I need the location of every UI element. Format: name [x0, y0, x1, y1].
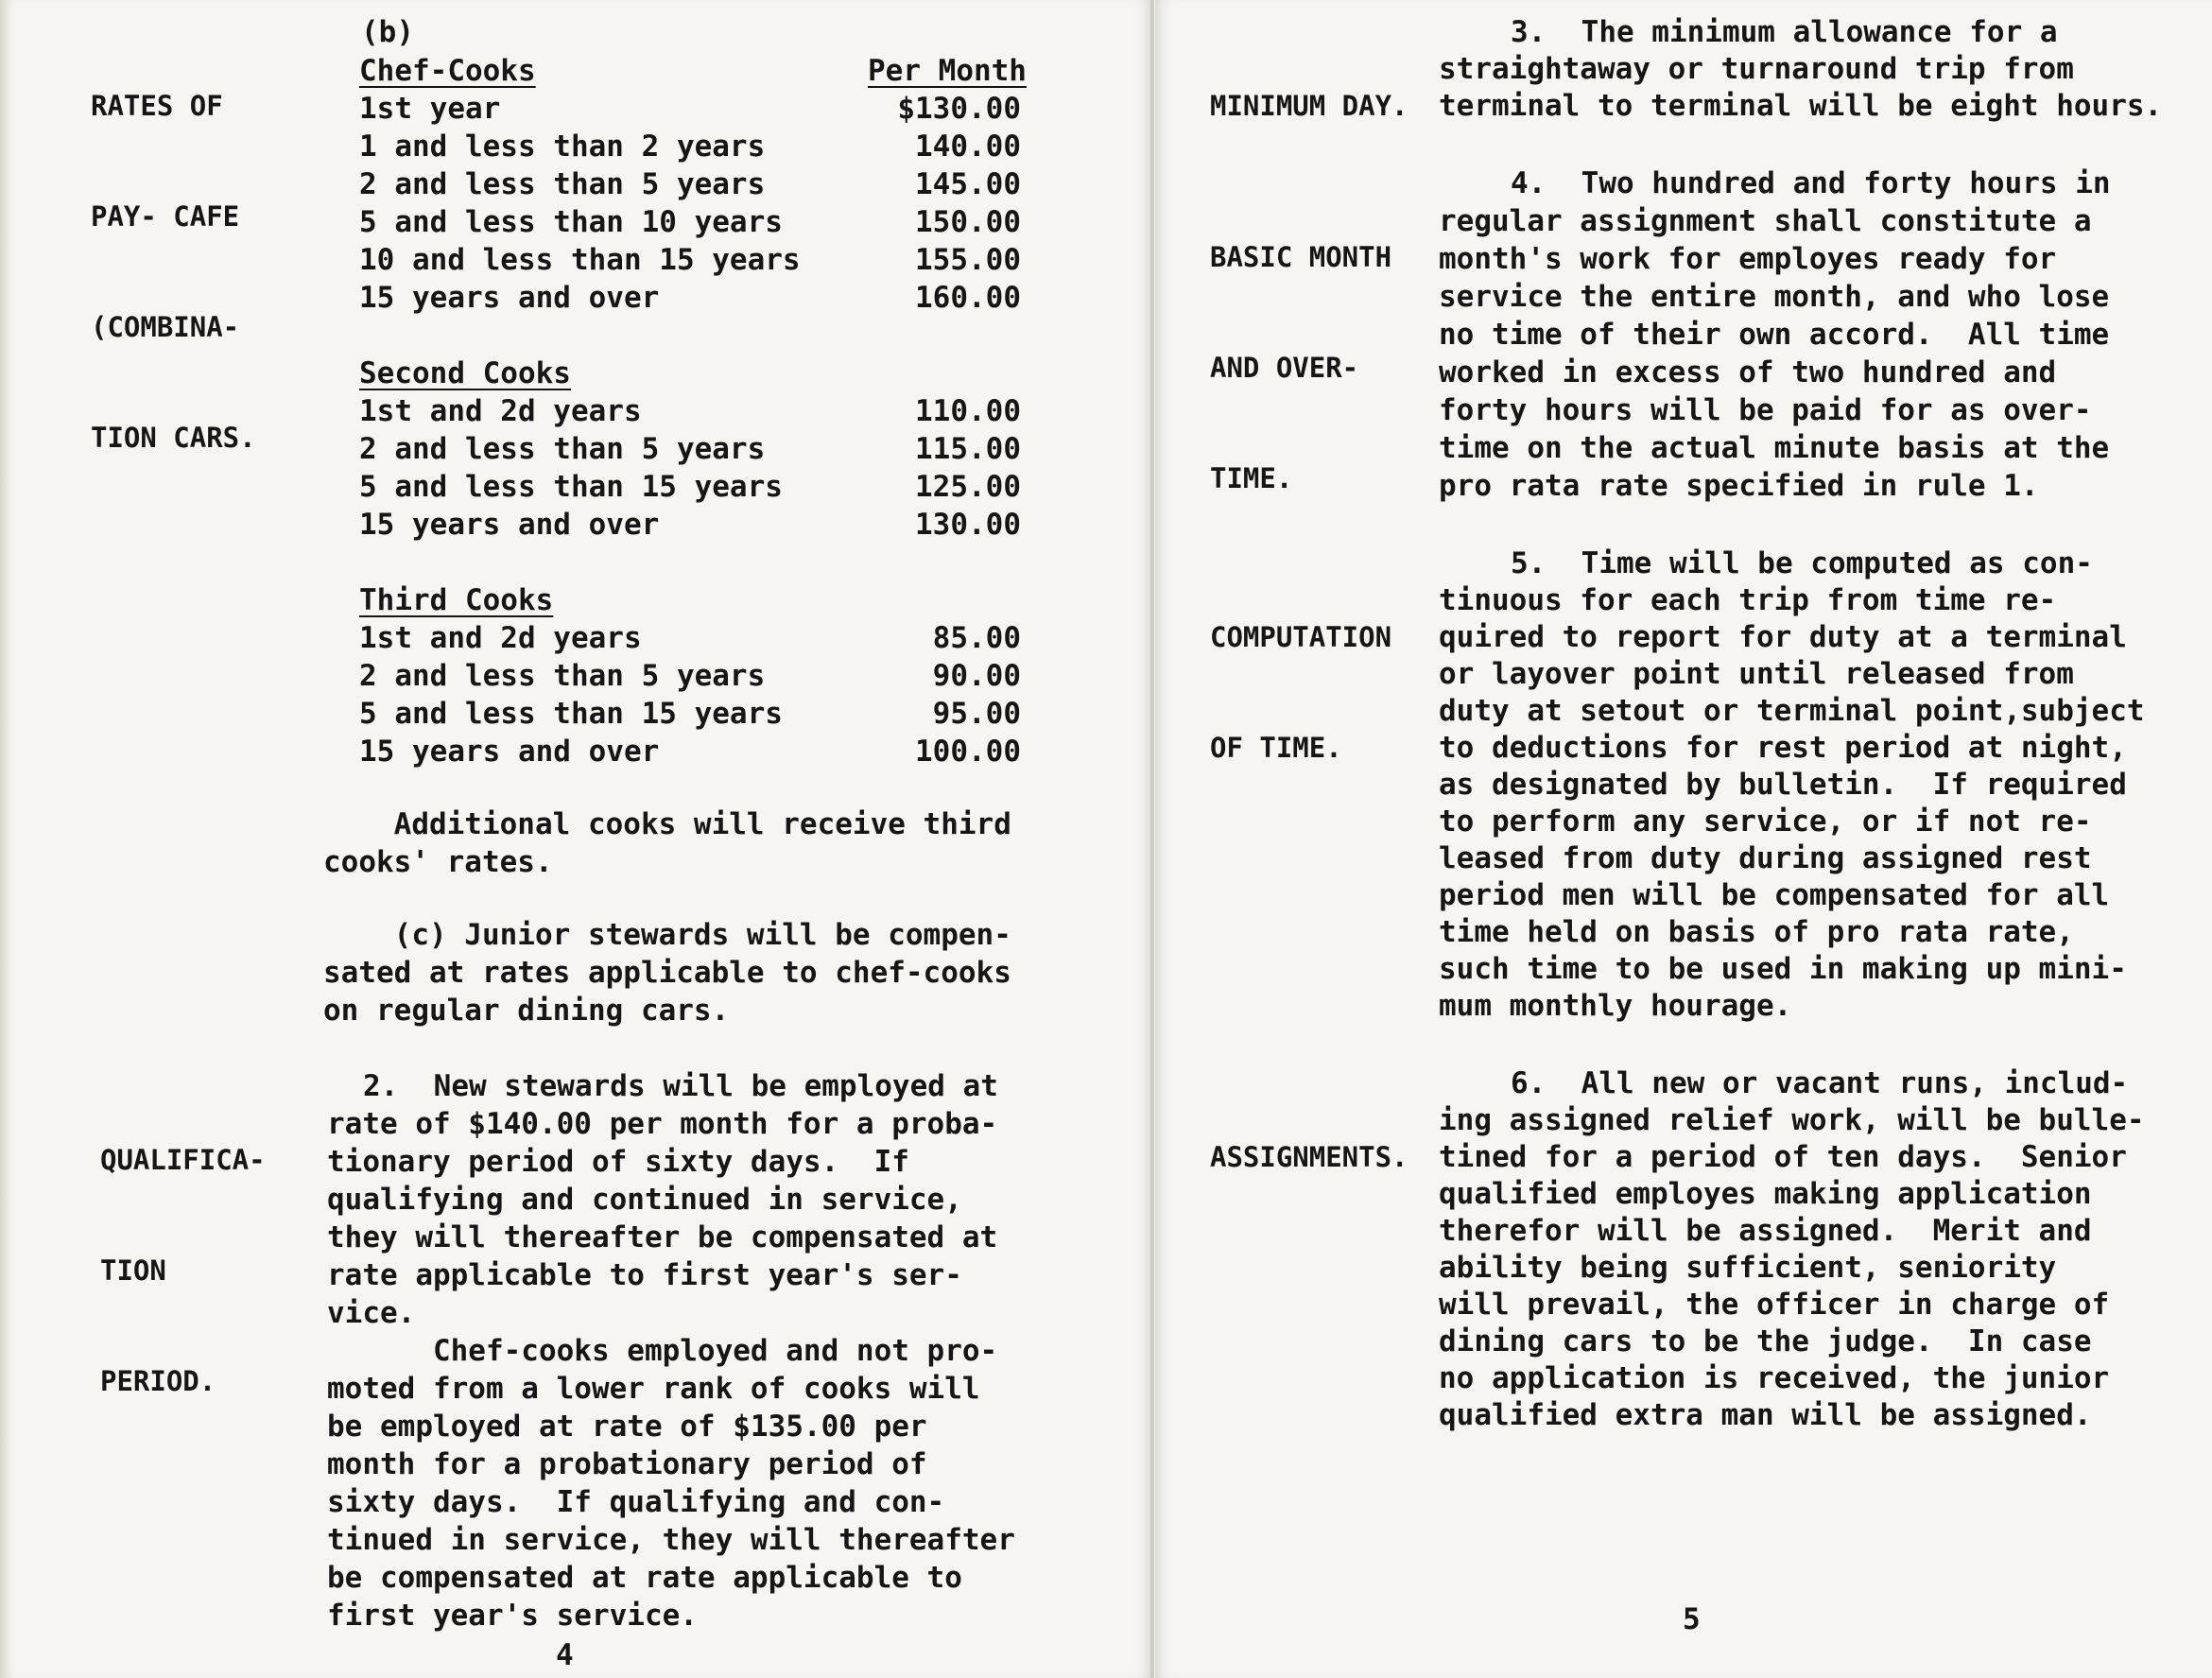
rule-2-line: vice. [327, 1296, 416, 1330]
rate-label: 5 and less than 15 years [359, 697, 783, 731]
rule-2-line: tinued in service, they will thereafter [327, 1523, 1015, 1557]
rule-6-line: ability being sufficient, seniority [1439, 1251, 2057, 1285]
side-heading-qualification [100, 1068, 266, 1474]
rate-amount: 125.00 [915, 470, 1021, 504]
rule-4-line: month's work for employes ready for [1439, 242, 2057, 276]
rule-4-line: service the entire month, and who lose [1439, 280, 2110, 314]
additional-cooks-line: cooks' rates. [323, 845, 553, 879]
rate-label: 15 years and over [359, 281, 660, 315]
rate-amount: 130.00 [915, 508, 1021, 542]
section-b-label: (b) [361, 15, 414, 49]
side-heading-line: MINIMUM DAY. [1210, 90, 1408, 122]
rate-label: 2 and less than 5 years [359, 659, 766, 693]
side-heading-basic-month [1210, 165, 1391, 571]
rule-5-line: to perform any service, or if not re- [1439, 804, 2092, 839]
side-heading-line: PAY- CAFE [91, 200, 240, 233]
side-heading-assignments [1210, 1065, 1408, 1250]
rule-3-line: 3. The minimum allowance for a [1511, 15, 2058, 49]
rule-4-line: forty hours will be paid for as over- [1439, 393, 2092, 427]
rule-5-line: 5. Time will be computed as con- [1511, 546, 2093, 580]
side-heading-line: TIME. [1210, 462, 1293, 494]
rate-label: 5 and less than 10 years [359, 205, 783, 239]
rule-2-line: Chef-cooks employed and not pro- [327, 1334, 998, 1368]
book-gutter [1150, 0, 1154, 1678]
rate-label: 1st and 2d years [359, 621, 642, 655]
rate-label: 2 and less than 5 years [359, 167, 766, 201]
additional-cooks-line: Additional cooks will receive third [323, 807, 1011, 841]
rule-6-line: therefor will be assigned. Merit and [1439, 1214, 2092, 1248]
page-edge-shadow [0, 0, 13, 1678]
rule-2-line: 2. New stewards will be employed at [363, 1069, 998, 1103]
rule-2-line: rate of $140.00 per month for a proba- [327, 1107, 998, 1141]
rate-label: 15 years and over [359, 508, 660, 542]
rule-5-line: tinuous for each trip from time re- [1439, 583, 2057, 617]
rule-6-line: will prevail, the officer in charge of [1439, 1288, 2110, 1322]
side-heading-line: (COMBINA- [91, 311, 240, 343]
side-heading-line: AND OVER- [1210, 352, 1359, 384]
rate-label: 2 and less than 5 years [359, 432, 766, 466]
side-heading-rates [91, 14, 256, 530]
rule-2-line: be employed at rate of $135.00 per [327, 1410, 927, 1444]
rule-5-line: to deductions for rest period at night, [1439, 731, 2127, 765]
right-page [1155, 0, 2212, 1678]
rule-2-line: qualifying and continued in service, [327, 1183, 962, 1217]
side-heading-line: PERIOD. [100, 1365, 216, 1397]
rule-5-line: mum monthly hourage. [1439, 989, 1792, 1023]
rule-5-line: such time to be used in making up mini- [1439, 952, 2127, 986]
rate-amount: 115.00 [915, 432, 1021, 466]
section-c-line: on regular dining cars. [323, 994, 730, 1028]
rule-6-line: qualified employes making application [1439, 1177, 2092, 1211]
section-c-line: (c) Junior stewards will be compen- [323, 918, 1011, 952]
rule-4-line: no time of their own accord. All time [1439, 318, 2110, 352]
rule-6-line: 6. All new or vacant runs, includ- [1511, 1066, 2129, 1100]
side-heading-computation [1210, 545, 1391, 840]
rate-label: 10 and less than 15 years [359, 243, 801, 277]
rate-amount: 140.00 [915, 130, 1021, 164]
rate-label: 15 years and over [359, 735, 660, 769]
rule-2-line: they will thereafter be compensated at [327, 1220, 998, 1254]
rule-4-line: pro rata rate specified in rule 1. [1439, 469, 2039, 503]
second-cooks-title: Second Cooks [359, 356, 571, 390]
rule-4-line: 4. Two hundred and forty hours in [1511, 166, 2111, 200]
rate-label: 1 and less than 2 years [359, 130, 766, 164]
side-heading-line: RATES OF [91, 90, 223, 122]
rule-6-line: ing assigned relief work, will be bulle- [1439, 1103, 2145, 1137]
third-cooks-title: Third Cooks [359, 583, 554, 617]
rule-3-line: straightaway or turnaround trip from [1439, 52, 2074, 86]
rule-5-line: duty at setout or terminal point,subject [1439, 694, 2145, 728]
rate-amount: 155.00 [915, 243, 1021, 277]
side-heading-line: TION [100, 1254, 166, 1287]
rate-amount: 85.00 [932, 621, 1021, 655]
rule-2-line: tionary period of sixty days. If [327, 1145, 909, 1179]
rule-6-line: dining cars to be the judge. In case [1439, 1324, 2092, 1358]
rate-amount: 110.00 [915, 394, 1021, 428]
rule-4-line: time on the actual minute basis at the [1439, 431, 2110, 465]
rule-5-line: or layover point until released from [1439, 657, 2074, 691]
rate-label: 1st and 2d years [359, 394, 642, 428]
rule-6-line: no application is received, the junior [1439, 1361, 2110, 1395]
rule-3-line: terminal to terminal will be eight hours. [1439, 89, 2163, 123]
rule-2-line: moted from a lower rank of cooks will [327, 1372, 980, 1406]
rate-amount: 160.00 [915, 281, 1021, 315]
rate-amount: 150.00 [915, 205, 1021, 239]
page-number: 4 [556, 1638, 574, 1672]
side-heading-line: QUALIFICA- [100, 1144, 266, 1176]
rate-amount: $130.00 [897, 92, 1021, 126]
rule-2-line: first year's service. [327, 1599, 698, 1633]
rule-2-line: be compensated at rate applicable to [327, 1561, 962, 1595]
rate-amount: 95.00 [932, 697, 1021, 731]
rate-amount: 90.00 [932, 659, 1021, 693]
rate-amount: 100.00 [915, 735, 1021, 769]
rule-5-line: period men will be compensated for all [1439, 878, 2110, 912]
rule-5-line: quired to report for duty at a terminal [1439, 620, 2127, 654]
rate-label: 5 and less than 15 years [359, 470, 783, 504]
rate-amount: 145.00 [915, 167, 1021, 201]
rate-label: 1st year [359, 92, 501, 126]
rule-5-line: leased from duty during assigned rest [1439, 841, 2092, 875]
rule-5-line: time held on basis of pro rata rate, [1439, 915, 2074, 949]
section-c-line: sated at rates applicable to chef-cooks [323, 956, 1011, 990]
side-heading-line: ASSIGNMENTS. [1210, 1141, 1408, 1173]
side-heading-line: TION CARS. [91, 422, 256, 454]
rule-2-line: month for a probationary period of [327, 1447, 927, 1481]
per-month-header: Per Month [868, 54, 1027, 88]
rule-6-line: tined for a period of ten days. Senior [1439, 1140, 2127, 1174]
chef-cooks-title: Chef-Cooks [359, 54, 536, 88]
rule-6-line: qualified extra man will be assigned. [1439, 1398, 2092, 1432]
rule-5-line: as designated by bulletin. If required [1439, 768, 2127, 802]
rule-4-line: worked in excess of two hundred and [1439, 355, 2057, 389]
rule-2-line: rate applicable to first year's ser- [327, 1258, 962, 1292]
rule-2-line: sixty days. If qualifying and con- [327, 1485, 945, 1519]
side-heading-line: COMPUTATION [1210, 621, 1392, 653]
page-number: 5 [1683, 1602, 1701, 1636]
side-heading-line: OF TIME. [1210, 732, 1342, 764]
side-heading-line: BASIC MONTH [1210, 241, 1392, 273]
rule-4-line: regular assignment shall constitute a [1439, 204, 2092, 238]
